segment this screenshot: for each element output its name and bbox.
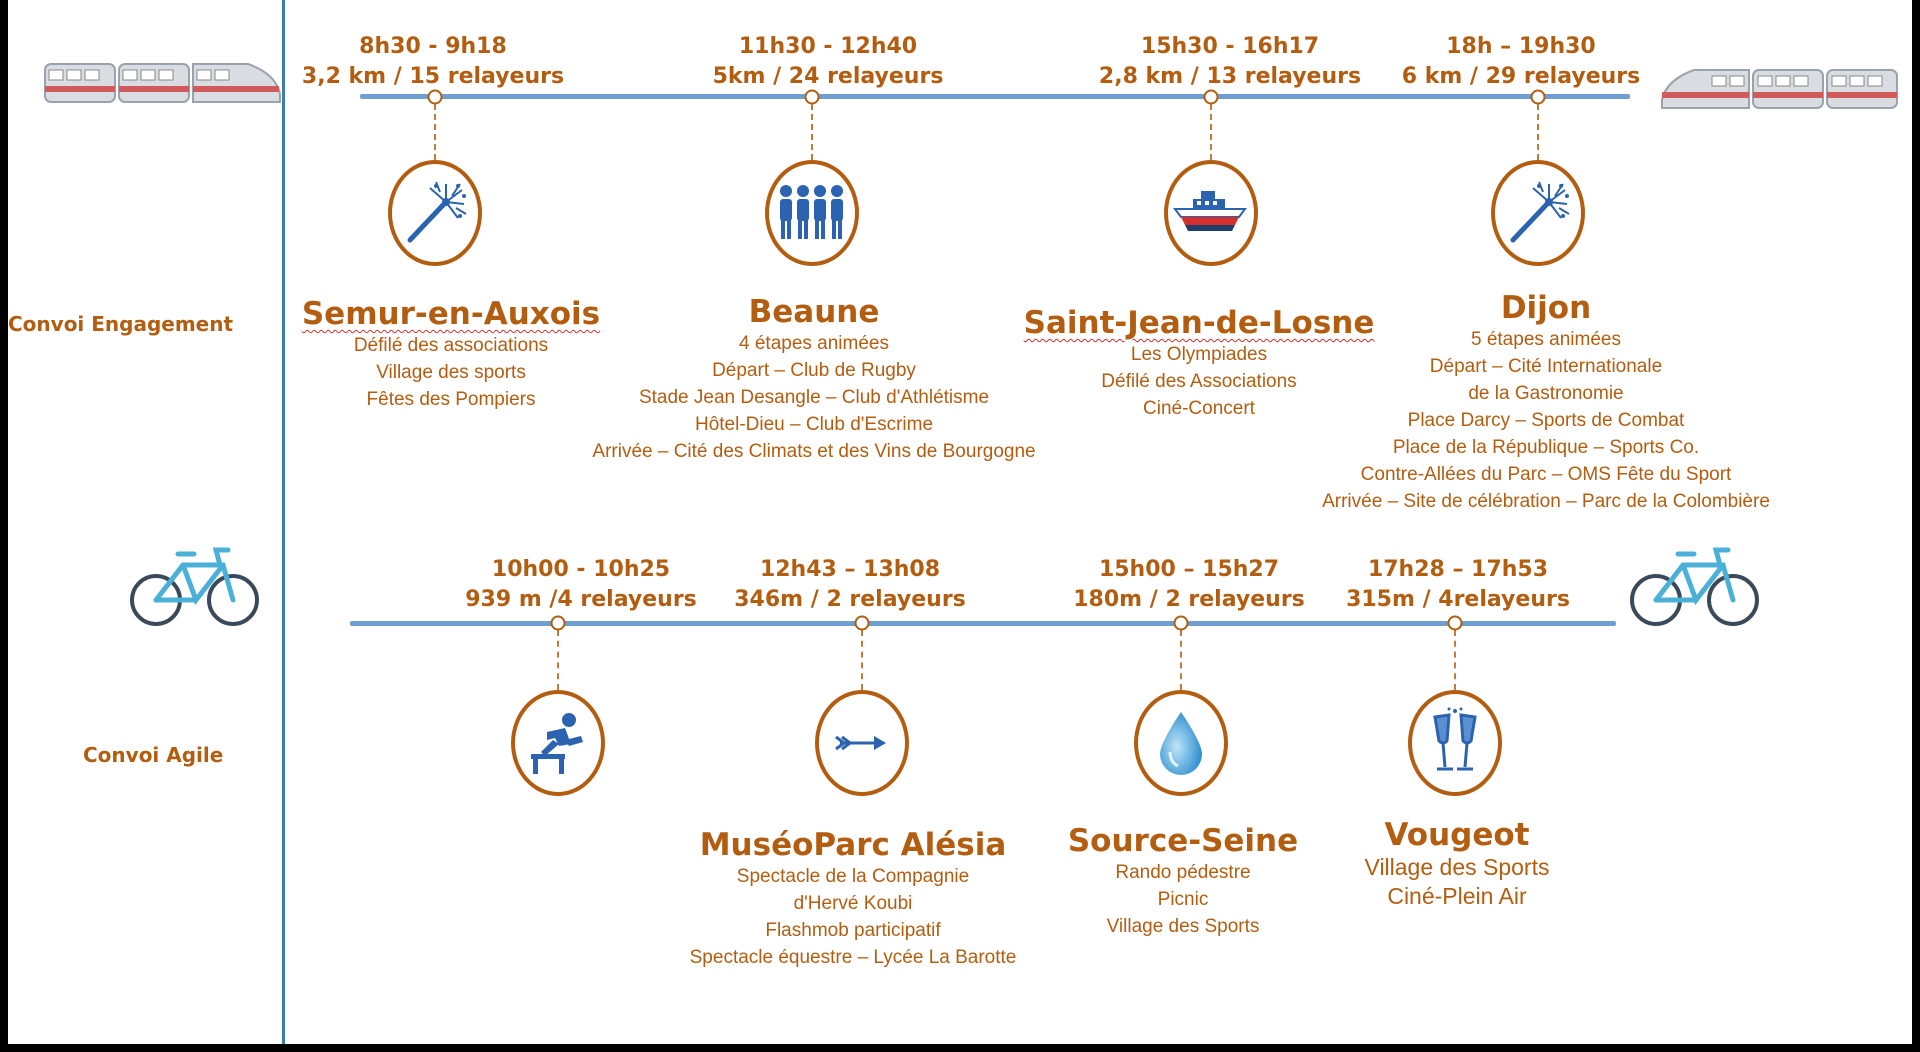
arrow-icon [834, 728, 890, 758]
stop-distance: 6 km / 29 relayeurs [1401, 64, 1641, 89]
activity-line: Village des sports [376, 362, 526, 383]
stop-distance: 180m / 2 relayeurs [1073, 587, 1305, 612]
stop-distance: 939 m /4 relayeurs [465, 587, 697, 612]
activity-line: Spectacle équestre – Lycée La Barotte [689, 947, 1017, 968]
row-label-engagement: Convoi Engagement [8, 312, 234, 336]
activity-line: Contre-Allées du Parc – OMS Fête du Sport [1360, 464, 1732, 485]
bicycle-icon [128, 540, 263, 628]
activity-line: Départ – Club de Rugby [712, 360, 916, 381]
stop-icon-circle [1134, 690, 1228, 796]
timeline-dot [1174, 616, 1189, 631]
stop-city-block [592, 294, 1035, 465]
stop-time-block [734, 555, 966, 615]
stop-distance: 2,8 km / 13 relayeurs [1098, 64, 1362, 89]
activity-line: Ciné-Concert [1143, 398, 1255, 419]
timeline-dot [428, 90, 443, 105]
vertical-divider [282, 0, 285, 1044]
train-icon [1660, 64, 1900, 114]
activity-line: Stade Jean Desangle – Club d'Athlétisme [638, 387, 990, 408]
stop-time: 18h – 19h30 [1446, 34, 1596, 59]
group-icon [776, 183, 848, 243]
timeline-dot [1531, 90, 1546, 105]
stop-city-block [1322, 290, 1770, 515]
connector [811, 104, 813, 160]
activity-line: Picnic [1157, 889, 1209, 910]
stop-time: 10h00 - 10h25 [491, 557, 671, 582]
activity-line: 5 étapes animées [1470, 329, 1621, 350]
activity-line: Les Olympiades [1130, 344, 1268, 365]
stop-time: 12h43 – 13h08 [759, 557, 941, 582]
relay-map [8, 0, 1912, 1044]
hurdler-icon [525, 710, 591, 776]
city-name: Beaune [748, 294, 880, 330]
stop-distance: 5km / 24 relayeurs [712, 64, 944, 89]
boat-icon [1171, 183, 1251, 243]
train-icon [43, 58, 283, 108]
activity-line: Village des Sports [1364, 854, 1550, 880]
water-drop-icon [1156, 708, 1206, 778]
city-name: MuséoParc Alésia [699, 827, 1007, 863]
timeline-dot [1448, 616, 1463, 631]
activity-line: Défilé des Associations [1101, 371, 1297, 392]
activity-line: Spectacle de la Compagnie [736, 866, 970, 887]
connector [861, 630, 863, 690]
city-name: Saint-Jean-de-Losne [1023, 305, 1375, 341]
champagne-icon [1427, 707, 1483, 779]
stop-time-block [465, 555, 697, 615]
stop-time-block [302, 32, 564, 92]
stop-icon-circle [511, 690, 605, 796]
stop-icon-circle [765, 160, 859, 266]
stop-city-block [690, 827, 1017, 971]
timeline-dot [551, 616, 566, 631]
activity-line: Fêtes des Pompiers [366, 389, 536, 410]
stop-time-block [713, 32, 944, 92]
stop-time: 11h30 - 12h40 [738, 34, 918, 59]
stop-time: 17h28 – 17h53 [1367, 557, 1549, 582]
stop-distance: 315m / 4relayeurs [1346, 587, 1570, 612]
connector [1210, 104, 1212, 160]
stop-time-block [1099, 32, 1361, 92]
sparkler-icon [400, 178, 470, 248]
connector [1180, 630, 1182, 690]
timeline-dot [1204, 90, 1219, 105]
connector [1454, 630, 1456, 690]
stop-icon-circle [388, 160, 482, 266]
activity-line: de la Gastronomie [1468, 383, 1624, 404]
stop-icon-circle [1491, 160, 1585, 266]
connector [1537, 104, 1539, 160]
connector [434, 104, 436, 160]
activity-line: Arrivée – Cité des Climats et des Vins de Bourgogne [592, 441, 1036, 462]
activity-line: d'Hervé Koubi [793, 893, 913, 914]
activity-line: Place Darcy – Sports de Combat [1407, 410, 1685, 431]
stop-city-block [1068, 823, 1298, 940]
stop-time-block [1346, 555, 1570, 615]
activity-line: Arrivée – Site de célébration – Parc de la Colombière [1322, 491, 1770, 512]
city-name: Vougeot [1384, 817, 1530, 853]
activity-line: Départ – Cité Internationale [1429, 356, 1663, 377]
activity-line: Défilé des associations [353, 335, 549, 356]
stop-distance: 3,2 km / 15 relayeurs [301, 64, 565, 89]
stop-time-block [1402, 32, 1641, 92]
stop-city-block [1365, 817, 1550, 911]
activity-line: Place de la République – Sports Co. [1392, 437, 1700, 458]
engagement-timeline [360, 94, 1630, 99]
stop-time: 15h00 – 15h27 [1098, 557, 1280, 582]
stop-city-block [302, 296, 600, 413]
city-name: Dijon [1500, 290, 1592, 326]
activity-line: Flashmob participatif [765, 920, 941, 941]
stop-icon-circle [1164, 160, 1258, 266]
bicycle-icon [1628, 540, 1763, 628]
activity-line: Hôtel-Dieu – Club d'Escrime [694, 414, 934, 435]
city-name: Semur-en-Auxois [301, 296, 601, 332]
timeline-dot [855, 616, 870, 631]
timeline-dot [805, 90, 820, 105]
stop-icon-circle [1408, 690, 1502, 796]
activity-line: Rando pédestre [1115, 862, 1251, 883]
stop-distance: 346m / 2 relayeurs [734, 587, 966, 612]
stop-icon-circle [815, 690, 909, 796]
stop-time-block [1073, 555, 1305, 615]
connector [557, 630, 559, 690]
row-label-agile: Convoi Agile [83, 743, 224, 767]
activity-line: Ciné-Plein Air [1387, 883, 1527, 909]
agile-timeline [350, 621, 1616, 626]
activity-line: 4 étapes animées [739, 333, 889, 354]
stop-time: 8h30 - 9h18 [359, 34, 507, 59]
activity-line: Village des Sports [1106, 916, 1260, 937]
sparkler-icon [1503, 178, 1573, 248]
city-name: Source-Seine [1067, 823, 1299, 859]
stop-time: 15h30 - 16h17 [1140, 34, 1320, 59]
